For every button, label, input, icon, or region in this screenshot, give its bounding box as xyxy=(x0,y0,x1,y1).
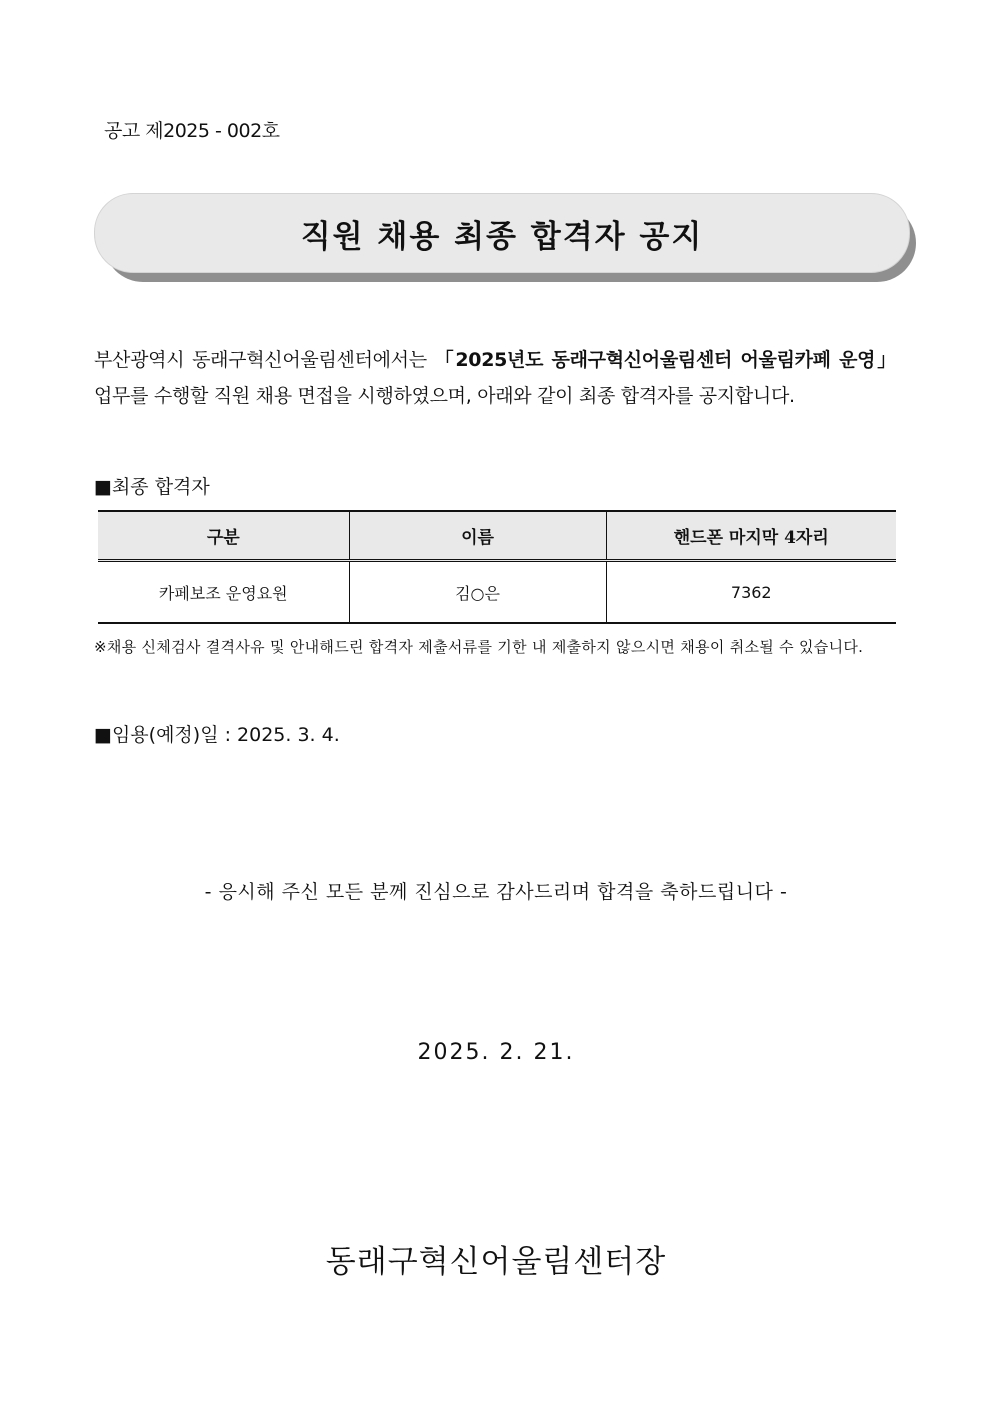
thanks-message: - 응시해 주신 모든 분께 진심으로 감사드리며 합격을 축하드립니다 - xyxy=(204,881,788,903)
intro-paragraph xyxy=(94,342,896,414)
notice-number: 공고 제2025 - 002호 xyxy=(104,120,280,142)
cell-category: 카페보조 운영요원 xyxy=(98,561,349,624)
cell-name: 김○은 xyxy=(349,561,606,624)
signer: 동래구혁신어울림센터장 xyxy=(325,1244,667,1280)
issue-date: 2025. 2. 21. xyxy=(417,1040,575,1065)
header-phone-last4: 핸드폰 마지막 4자리 xyxy=(606,511,896,561)
cell-phone-last4: 7362 xyxy=(606,561,896,624)
appointment-date: ■임용(예정)일 : 2025. 3. 4. xyxy=(94,724,340,746)
intro-suffix: 업무를 수행할 직원 채용 면접을 시행하였으며, 아래와 같이 최종 합격자를 공지합니다. xyxy=(94,385,795,407)
section-final-label: ■최종 합격자 xyxy=(94,476,210,498)
title-box xyxy=(94,193,910,273)
notice-note: ※채용 신체검사 결격사유 및 안내해드린 합격자 제출서류를 기한 내 제출하지 않으시면 채용이 취소될 수 있습니다. xyxy=(94,638,864,656)
table-row xyxy=(98,561,896,624)
page-title: 직원 채용 최종 합격자 공지 xyxy=(300,218,704,255)
intro-project-name: 「2025년도 동래구혁신어울림센터 어울림카페 운영」 xyxy=(434,349,896,371)
header-category: 구분 xyxy=(98,511,349,561)
intro-prefix: 부산광역시 동래구혁신어울림센터에서는 xyxy=(94,349,435,371)
header-name: 이름 xyxy=(349,511,606,561)
table-header-row xyxy=(98,511,896,561)
result-table xyxy=(98,510,896,624)
